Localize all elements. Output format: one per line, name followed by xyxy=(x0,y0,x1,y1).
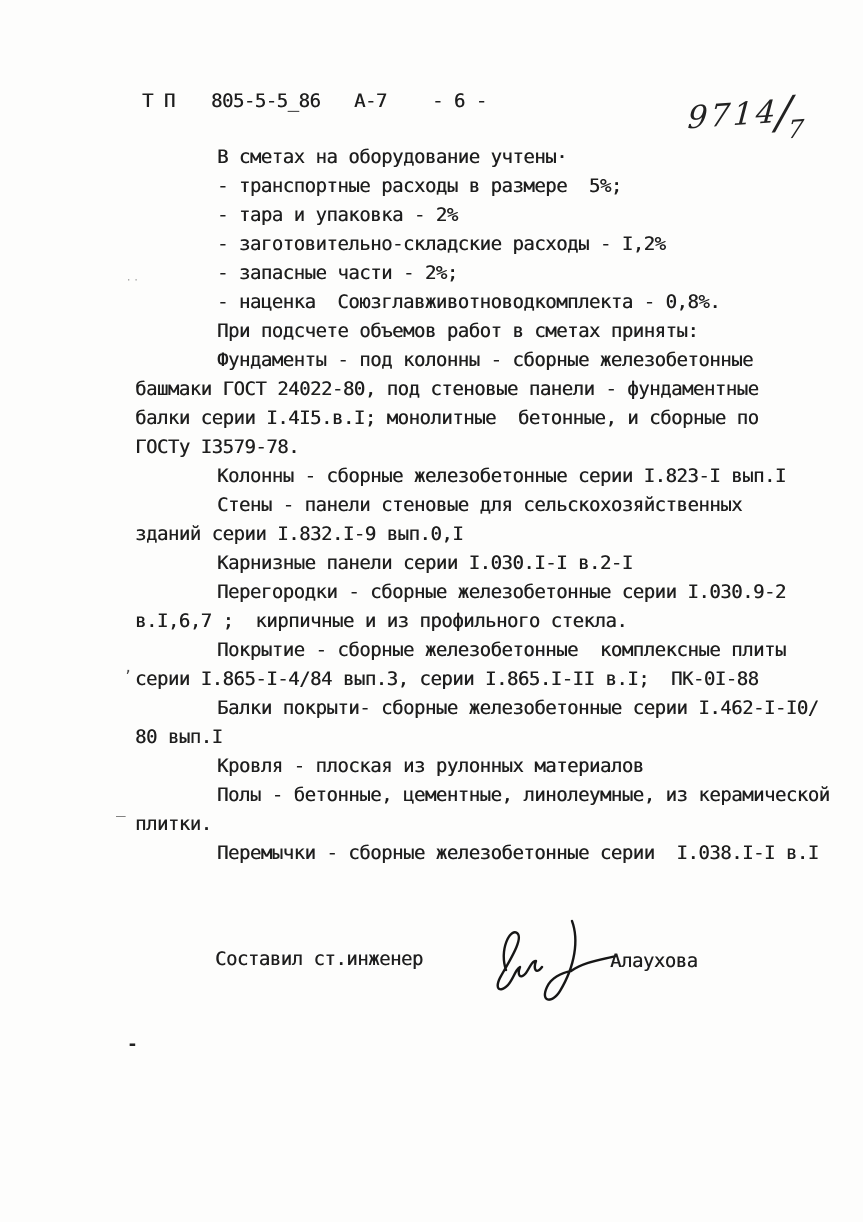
scan-artifact-dots: ·· xyxy=(126,276,141,286)
text-line: В сметах на оборудование учтены· xyxy=(217,146,568,168)
scan-artifact-dash: - xyxy=(127,1034,138,1055)
text-line: Карнизные панели серии I.030.I-I в.2-I xyxy=(217,552,633,574)
text-line: башмаки ГОСТ 24022-80, под стеновые панели - фундаментные xyxy=(135,378,759,400)
text-line: Перемычки - сборные железобетонные серии I.038.I-I в.I xyxy=(217,842,819,864)
header-doc-number: 805-5-5_86 xyxy=(211,90,321,112)
text-line: - транспортные расходы в размере 5%; xyxy=(217,175,622,197)
text-line: Колонны - сборные железобетонные серии I.823-I вып.I xyxy=(217,465,786,487)
page-header xyxy=(0,90,487,114)
text-line: Перегородки - сборные железобетонные серии I.030.9-2 xyxy=(217,581,786,603)
text-line: - заготовительно-складские расходы - I,2% xyxy=(217,233,666,255)
text-line: серии I.865-I-4/84 вып.3, серии I.865.I-II в.I; ПК-0I-88 xyxy=(135,668,759,690)
text-line: Кровля - плоская из рулонных материалов xyxy=(217,755,644,777)
scan-artifact-comma: , xyxy=(124,660,133,676)
handwritten-numerator: 9714 xyxy=(686,93,780,137)
text-line: Стены - панели стеновые для сельскохозяйственных xyxy=(217,494,743,516)
text-line: - тара и упаковка - 2% xyxy=(217,204,458,226)
text-line: Полы - бетонные, цементные, линолеумные, из керамической xyxy=(217,784,830,806)
text-line: При подсчете объемов работ в сметах приняты: xyxy=(217,320,699,342)
text-line: Покрытие - сборные железобетонные комплексные плиты xyxy=(217,639,786,661)
handwritten-denominator: 7 xyxy=(786,114,805,145)
text-line: Фундаменты - под колонны - сборные железобетонные xyxy=(217,349,754,371)
text-line: балки серии I.4I5.в.I; монолитные бетонные, и сборные по xyxy=(135,407,759,429)
handwritten-page-number xyxy=(686,80,811,145)
text-line: плитки. xyxy=(135,813,212,835)
text-line: - запасные части - 2%; xyxy=(217,262,458,284)
text-line: Балки покрыти- сборные железобетонные серии I.462-I-I0/ xyxy=(217,697,819,719)
prepared-by-label: Составил ст.инженер xyxy=(215,948,423,970)
document-body xyxy=(135,143,847,868)
text-line: в.I,6,7 ; кирпичные и из профильного стекла. xyxy=(135,610,628,632)
text-line: зданий серии I.832.I-9 вып.0,I xyxy=(135,523,464,545)
scan-artifact-underscore: _ xyxy=(116,798,126,817)
text-line: ГОСТу I3579-78. xyxy=(135,436,300,458)
header-org-code: Т П xyxy=(142,90,175,112)
signature-scribble-icon xyxy=(486,916,618,1012)
header-page-number: - 6 - xyxy=(432,90,487,112)
text-line: - наценка Союзглавживотноводкомплекта - 0,8%. xyxy=(217,291,721,313)
text-line: 80 вып.I xyxy=(135,726,223,748)
header-sheet-code: А-7 xyxy=(354,90,387,112)
signer-name: Алаухова xyxy=(610,950,698,972)
handwritten-slash: / xyxy=(774,86,794,140)
